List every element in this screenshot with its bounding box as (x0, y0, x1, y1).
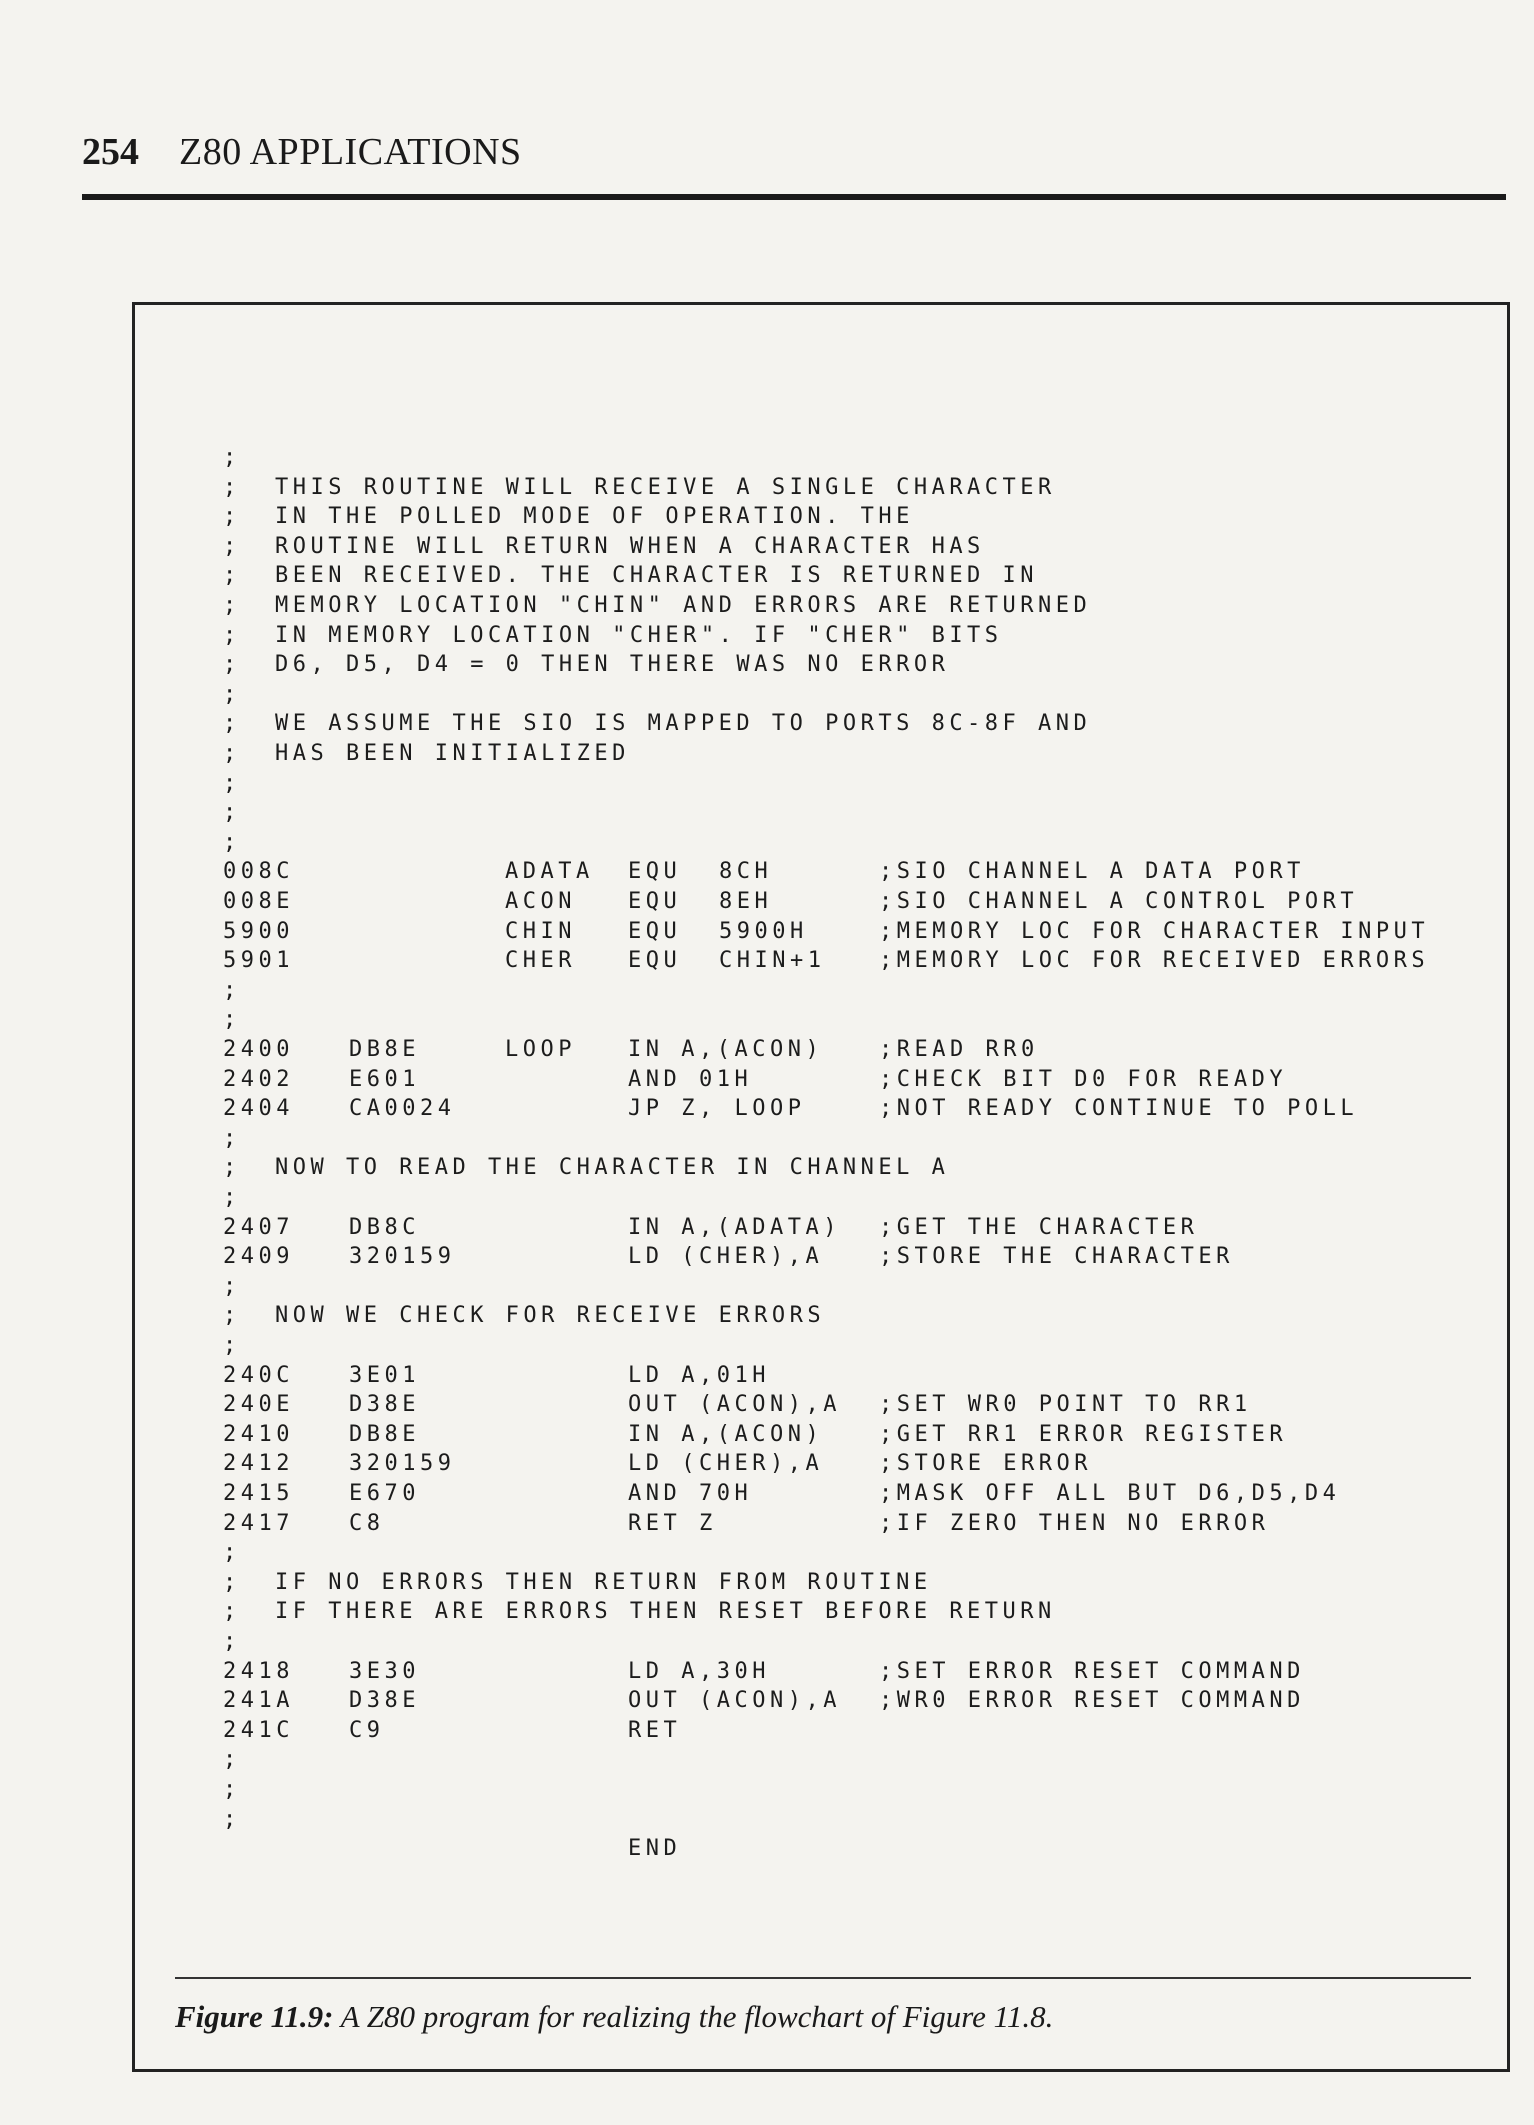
comment-text: MEMORY LOCATION "CHIN" AND ERRORS ARE RETURNED (275, 593, 1092, 618)
code-line (223, 857, 1493, 887)
mnemonic: IN A,(ACON) (628, 1037, 824, 1062)
comment-marker: ; (223, 1540, 241, 1566)
comment-text: ROUTINE WILL RETURN WHEN A CHARACTER HAS (275, 533, 985, 559)
comment-line (223, 1805, 1493, 1835)
comment-marker: ; (223, 445, 241, 470)
mnemonic: RET (628, 1717, 682, 1743)
machine-code: DB8E (349, 1037, 420, 1062)
address: 240E (223, 1392, 294, 1418)
comment-line (223, 709, 1493, 739)
comment-text: IF NO ERRORS THEN RETURN FROM ROUTINE (275, 1569, 932, 1595)
comment-marker: ; (223, 800, 241, 826)
caption-rule (175, 1977, 1471, 1979)
address: 008C (223, 859, 294, 885)
running-title: Z80 APPLICATIONS (179, 131, 522, 173)
mnemonic: LD A,30H (628, 1658, 770, 1684)
comment-text: THIS ROUTINE WILL RECEIVE A SINGLE CHARACTER (275, 474, 1056, 500)
mnemonic: EQU (628, 859, 682, 885)
address: 2400 (223, 1037, 294, 1062)
line-comment: ;IF ZERO THEN NO ERROR (879, 1510, 1270, 1536)
mnemonic: EQU (628, 948, 682, 974)
machine-code: D38E (349, 1392, 420, 1418)
code-line (223, 1449, 1493, 1479)
line-comment: ;MEMORY LOC FOR CHARACTER INPUT (879, 918, 1430, 944)
machine-code: E601 (349, 1066, 420, 1092)
machine-code: E670 (349, 1481, 420, 1506)
comment-text: D6, D5, D4 = 0 THEN THERE WAS NO ERROR (275, 652, 950, 678)
operand: 8EH (719, 889, 773, 914)
line-comment: ;NOT READY CONTINUE TO POLL (879, 1096, 1359, 1122)
code-line (223, 946, 1493, 976)
address: 5901 (223, 948, 294, 974)
comment-line (223, 739, 1493, 769)
code-line (223, 1390, 1493, 1420)
comment-marker: ; (223, 1569, 241, 1595)
comment-line (223, 680, 1493, 710)
code-line (223, 1035, 1493, 1065)
code-line (223, 1479, 1493, 1509)
code-line (223, 1065, 1493, 1095)
label: CHER (505, 948, 576, 974)
comment-line (223, 1538, 1493, 1568)
figure-caption (175, 1997, 1053, 2037)
comment-line (223, 473, 1493, 503)
operand: 5900H (719, 918, 808, 944)
address: 2402 (223, 1066, 294, 1092)
address: 2415 (223, 1481, 294, 1506)
comment-marker: ; (223, 622, 241, 648)
comment-line (223, 1627, 1493, 1657)
caption-label: Figure 11.9: (175, 1999, 334, 2034)
machine-code: DB8C (349, 1214, 420, 1240)
address: 2412 (223, 1451, 294, 1477)
address: 241A (223, 1688, 294, 1714)
comment-line (223, 1597, 1493, 1627)
mnemonic: AND 01H (628, 1066, 753, 1092)
code-line (223, 1834, 1493, 1864)
comment-marker: ; (223, 1303, 241, 1329)
figure-box (132, 302, 1510, 2072)
machine-code: C9 (349, 1717, 385, 1743)
comment-line (223, 1183, 1493, 1213)
mnemonic: RET Z (628, 1510, 717, 1536)
line-comment: ;STORE THE CHARACTER (879, 1244, 1234, 1270)
code-line (223, 1361, 1493, 1391)
comment-line (223, 1568, 1493, 1598)
code-line (223, 917, 1493, 947)
label: ADATA (505, 859, 594, 885)
comment-marker: ; (223, 1185, 241, 1210)
comment-marker: ; (223, 681, 241, 707)
comment-line (223, 1272, 1493, 1302)
comment-marker: ; (223, 1777, 241, 1802)
comment-line (223, 798, 1493, 828)
address: 2418 (223, 1658, 294, 1684)
comment-marker: ; (223, 1125, 241, 1151)
machine-code: C8 (349, 1510, 385, 1536)
machine-code: 3E30 (349, 1658, 420, 1684)
label: CHIN (505, 918, 576, 944)
line-comment: ;MEMORY LOC FOR RECEIVED ERRORS (879, 948, 1430, 974)
comment-line (223, 443, 1493, 473)
comment-line (223, 591, 1493, 621)
code-line (223, 1686, 1493, 1716)
comment-line (223, 650, 1493, 680)
comment-marker: ; (223, 533, 241, 559)
address: 2410 (223, 1421, 294, 1447)
mnemonic: IN A,(ACON) (628, 1421, 824, 1447)
address: 241C (223, 1717, 294, 1743)
assembly-listing (223, 443, 1493, 1863)
comment-text: IN MEMORY LOCATION "CHER". IF "CHER" BITS (275, 622, 1003, 648)
comment-line (223, 828, 1493, 858)
mnemonic: END (628, 1836, 682, 1862)
comment-marker: ; (223, 563, 241, 589)
comment-marker: ; (223, 711, 241, 737)
address: 008E (223, 889, 294, 914)
comment-line (223, 621, 1493, 651)
comment-marker: ; (223, 1155, 241, 1181)
comment-marker: ; (223, 770, 241, 796)
address: 240C (223, 1362, 294, 1388)
machine-code: CA0024 (349, 1096, 456, 1122)
comment-marker: ; (223, 474, 241, 500)
line-comment: ;SIO CHANNEL A CONTROL PORT (879, 889, 1359, 914)
code-line (223, 1509, 1493, 1539)
comment-line (223, 1331, 1493, 1361)
comment-line (223, 769, 1493, 799)
mnemonic: LD (CHER),A (628, 1451, 824, 1477)
code-line (223, 1716, 1493, 1746)
label: LOOP (505, 1037, 576, 1062)
line-comment: ;STORE ERROR (879, 1451, 1092, 1477)
comment-line (223, 1153, 1493, 1183)
page-number: 254 (82, 131, 139, 173)
line-comment: ;SET ERROR RESET COMMAND (879, 1658, 1305, 1684)
line-comment: ;SIO CHANNEL A DATA PORT (879, 859, 1305, 885)
address: 5900 (223, 918, 294, 944)
line-comment: ;GET THE CHARACTER (879, 1214, 1199, 1240)
code-line (223, 1657, 1493, 1687)
comment-text: BEEN RECEIVED. THE CHARACTER IS RETURNED IN (275, 563, 1039, 589)
operand: CHIN+1 (719, 948, 826, 974)
code-line (223, 1094, 1493, 1124)
comment-marker: ; (223, 1599, 241, 1625)
mnemonic: EQU (628, 918, 682, 944)
mnemonic: IN A,(ADATA) (628, 1214, 841, 1240)
page-header (82, 128, 522, 176)
comment-line (223, 1745, 1493, 1775)
comment-marker: ; (223, 593, 241, 618)
mnemonic: LD A,01H (628, 1362, 770, 1388)
address: 2417 (223, 1510, 294, 1536)
mnemonic: AND 70H (628, 1481, 753, 1506)
comment-marker: ; (223, 652, 241, 678)
comment-line (223, 561, 1493, 591)
comment-text: WE ASSUME THE SIO IS MAPPED TO PORTS 8C-8F AND (275, 711, 1092, 737)
comment-line (223, 1775, 1493, 1805)
code-line (223, 887, 1493, 917)
machine-code: 320159 (349, 1451, 456, 1477)
machine-code: DB8E (349, 1421, 420, 1447)
code-line (223, 1213, 1493, 1243)
comment-marker: ; (223, 1806, 241, 1832)
code-line (223, 1242, 1493, 1272)
caption-text: A Z80 program for realizing the flowchart of Figure 11.8. (333, 1999, 1054, 2034)
label: ACON (505, 889, 576, 914)
mnemonic: LD (CHER),A (628, 1244, 824, 1270)
comment-line (223, 1005, 1493, 1035)
comment-marker: ; (223, 1333, 241, 1358)
comment-text: IF THERE ARE ERRORS THEN RESET BEFORE RETURN (275, 1599, 1056, 1625)
comment-text: HAS BEEN INITIALIZED (275, 741, 630, 766)
comment-marker: ; (223, 1747, 241, 1773)
header-rule (82, 194, 1506, 200)
comment-marker: ; (223, 504, 241, 530)
address: 2409 (223, 1244, 294, 1270)
comment-line (223, 976, 1493, 1006)
address: 2407 (223, 1214, 294, 1240)
comment-marker: ; (223, 977, 241, 1003)
comment-text: NOW WE CHECK FOR RECEIVE ERRORS (275, 1303, 826, 1329)
line-comment: ;GET RR1 ERROR REGISTER (879, 1421, 1288, 1447)
machine-code: 320159 (349, 1244, 456, 1270)
comment-line (223, 532, 1493, 562)
comment-line (223, 1301, 1493, 1331)
comment-text: NOW TO READ THE CHARACTER IN CHANNEL A (275, 1155, 950, 1181)
comment-line (223, 502, 1493, 532)
comment-line (223, 1124, 1493, 1154)
code-line (223, 1420, 1493, 1450)
machine-code: 3E01 (349, 1362, 420, 1388)
comment-marker: ; (223, 741, 241, 766)
comment-marker: ; (223, 1007, 241, 1033)
line-comment: ;READ RR0 (879, 1037, 1039, 1062)
line-comment: ;CHECK BIT D0 FOR READY (879, 1066, 1288, 1092)
mnemonic: JP Z, LOOP (628, 1096, 806, 1122)
comment-marker: ; (223, 829, 241, 855)
comment-marker: ; (223, 1629, 241, 1654)
mnemonic: OUT (ACON),A (628, 1688, 841, 1714)
line-comment: ;WR0 ERROR RESET COMMAND (879, 1688, 1305, 1714)
line-comment: ;SET WR0 POINT TO RR1 (879, 1392, 1252, 1418)
machine-code: D38E (349, 1688, 420, 1714)
mnemonic: EQU (628, 889, 682, 914)
line-comment: ;MASK OFF ALL BUT D6,D5,D4 (879, 1481, 1341, 1506)
mnemonic: OUT (ACON),A (628, 1392, 841, 1418)
address: 2404 (223, 1096, 294, 1122)
operand: 8CH (719, 859, 773, 885)
comment-marker: ; (223, 1273, 241, 1299)
comment-text: IN THE POLLED MODE OF OPERATION. THE (275, 504, 914, 530)
